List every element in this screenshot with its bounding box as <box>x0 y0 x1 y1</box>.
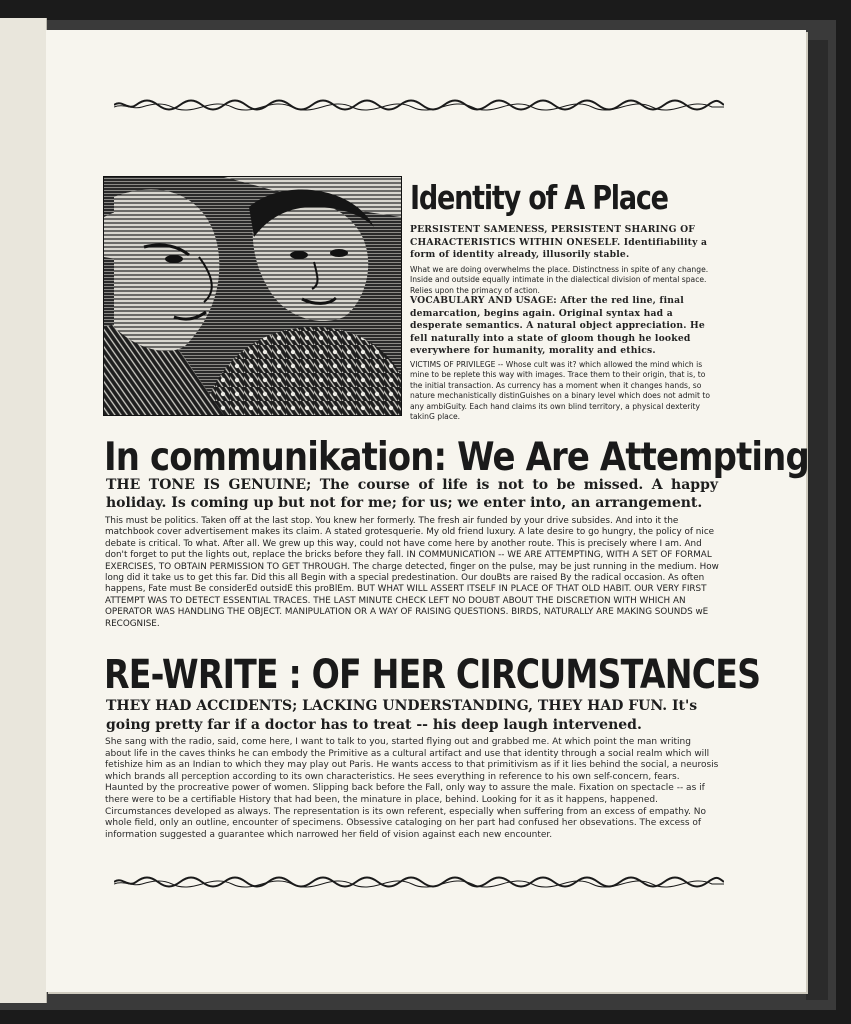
rewrite-lead: THEY HAD ACCIDENTS; LACKING UNDERSTANDING, THEY HAD FUN. It's going pretty far if a doctor has to treat -- his deep laugh intervened. <box>106 698 698 733</box>
woodcut-portrait-image <box>103 176 402 416</box>
page <box>46 30 809 992</box>
communikation-title: In communikation: We Are Attempting <box>104 435 809 480</box>
communikation-body: This must be politics. Taken off at the last stop. You knew her formerly. The fresh air funded by your drive subsides. And into it the matchbook cover advertisement makes its claim. A stated grotesquerie. My old friend luxury. A late desire to go hungry, the policy of nice debate is critical. To what. After all. We grew up this way, could not have come here by another route. This is precisely where I am. And don't forget to put the lights out, replace the bricks before they fall. IN COMMUNICATION -- WE ARE ATTEMPTING, WITH A SET OF FORMAL EXERCISES, TO OBTAIN PERMISSION TO GET THROUGH. The charge detected, finger on the pulse, may be just running in the medium. How long did it take us to get this far. Did this all Begin with a special predestination. Our douBts are raised By the radical occasion. As often happens, Fate must Be considerEd outsidE this proBlEm. BUT WHAT WILL ASSERT ITSELF IN PLACE OF THAT OLD HABIT. OUR VERY FIRST ATTEMPT WAS TO DETECT ESSENTIAL TRACES. THE LAST MINUTE CHECK LEFT NO DOUBT ABOUT THE DISCRETION WITH WHICH AN OPERATOR WAS HANDLING THE OBJECT. MANIPULATION OR A WAY OF RAISING QUESTIONS. BIRDS, NATURALLY ARE MAKING SOUNDS wE RECOGNISE. <box>105 516 719 629</box>
page-edge <box>806 40 828 1000</box>
rewrite-body: She sang with the radio, said, come here, I want to talk to you, started flying out and grabbed me. At which point the man writing about life in the caves thinks he can embody the Primitive as a cultural artifact and use that identity through a social realm which will fetishize him as an Indian to which they may play out Paris. He wants access to that primitivism as if it lies behind the social, a neurosis which brands all perception according to its own characteristics. He sees everything in reference to his own self-concern, fears. Haunted by the procreative power of women. Slipping back before the Fall, only way to assure the male. Fixation on spectacle -- as if there were to be a certifiable History that had been, the minature in place, behind. Looking for it as it happens, happened. Circumstances developed as always. The representation is its own referent, especially when suffering from an excess of empathy. No whole field, only an outline, encounter of specimens. Obsessive cataloging on her part had confused her obsevations. The excess of information suggested a guarantee which narrowed her field of vision against each new encounter. <box>105 737 719 840</box>
left-page <box>0 18 47 1003</box>
identity-title: Identity of A Place <box>410 178 668 217</box>
bottom-ornament-rule <box>114 875 724 889</box>
identity-paragraph-vocabulary: VOCABULARY AND USAGE: After the red line, final demarcation, begins again. Original syntax had a desperate semantics. A natural object appreciation. He fell naturally into a state of gloom though he looked everywhere for humanity, morality and ethics. <box>410 295 705 357</box>
identity-paragraph-sameness: PERSISTENT SAMENESS, PERSISTENT SHARING OF CHARACTERISTICS WITHIN ONESELF. Identifiability a form of identity already, illusorily stable. <box>410 224 708 261</box>
top-ornament-rule <box>114 98 724 112</box>
identity-paragraph-distinctness: What we are doing overwhelms the place. Distinctness in spite of any change. Inside and outside equally intimate in the dialectical division of mental space. Relies upon the primacy of action. <box>410 265 709 295</box>
rewrite-title: RE-WRITE : OF HER CIRCUMSTANCES <box>104 652 761 698</box>
identity-paragraph-victims: VICTIMS OF PRIVILEGE -- Whose cult was it? which allowed the mind which is mine to be replete this way with images. Trace them to their origin, that is, to the initial transaction. As currency has a moment when it changes hands, so nature mechanistically distinGuishes on a binary level which does not admit to any ambiGuity. Each hand claims its own blind territory, a physical dexterity takinG place. <box>410 360 711 422</box>
communikation-lead: THE TONE IS GENUINE; The course of life is not to be missed. A happy holiday. Is coming up but not for me; for us; we enter into, an arrangement. <box>106 477 718 511</box>
